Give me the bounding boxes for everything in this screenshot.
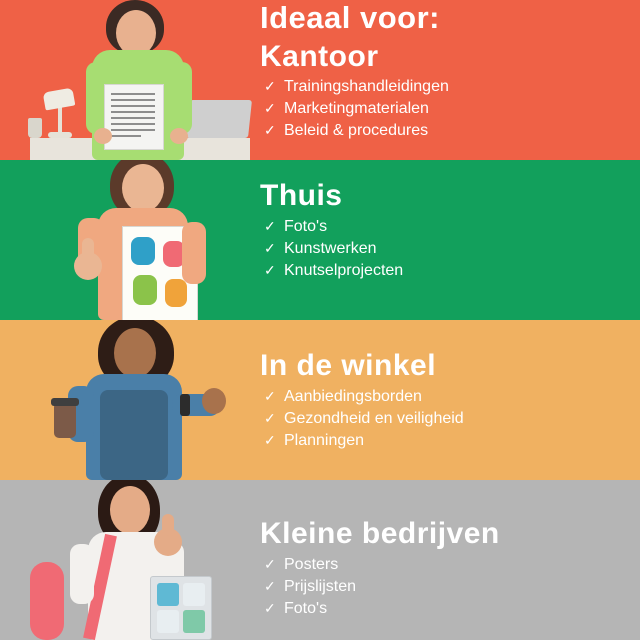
- check-icon: ✓: [264, 431, 276, 448]
- thumb-shape: [162, 514, 174, 536]
- lamp-stem-shape: [58, 106, 62, 134]
- winkel-text: [250, 320, 640, 452]
- section-thuis: [0, 160, 640, 320]
- check-icon: ✓: [264, 78, 276, 95]
- bullet-text: Foto's: [284, 217, 328, 235]
- list-item: [264, 576, 640, 598]
- list-item: [264, 430, 640, 452]
- coffee-lid-icon: [51, 398, 79, 406]
- kantoor-photo: [0, 0, 250, 160]
- pointing-hand-icon: [202, 388, 226, 414]
- heading-thuis: Thuis: [260, 179, 343, 212]
- section-kleine-bedrijven: [0, 480, 640, 640]
- doc-line: [111, 111, 155, 113]
- check-icon: ✓: [264, 122, 276, 139]
- person-shop: [52, 320, 222, 480]
- handprint-icon: [165, 279, 187, 307]
- thuis-photo: [0, 160, 250, 320]
- check-icon: ✓: [264, 409, 276, 426]
- print-swatch: [157, 583, 179, 606]
- check-icon: ✓: [264, 217, 276, 234]
- list-item: [264, 408, 640, 430]
- thuis-text: [250, 160, 640, 282]
- list-item: [264, 98, 640, 120]
- head-shape: [122, 164, 164, 212]
- heading-kantoor: Kantoor: [260, 39, 379, 73]
- kantoor-text: [250, 0, 640, 142]
- doc-line: [111, 105, 155, 107]
- bullet-text: Planningen: [284, 431, 365, 449]
- doc-line: [111, 117, 155, 119]
- check-icon: ✓: [264, 599, 276, 616]
- bullets-thuis: [264, 216, 640, 282]
- doc-line: [111, 99, 155, 101]
- coffee-cup-icon: [54, 404, 76, 438]
- winkel-photo: [0, 320, 250, 480]
- doc-line: [111, 93, 155, 95]
- bag-print-grid: [151, 577, 211, 639]
- hand-shape: [170, 128, 188, 144]
- lamp-shade-shape: [43, 88, 76, 111]
- arm-left-shape: [70, 544, 94, 604]
- check-icon: ✓: [264, 261, 276, 278]
- watch-icon: [180, 394, 190, 416]
- bullet-text: Posters: [284, 555, 339, 573]
- print-swatch: [183, 610, 205, 633]
- handprint-icon: [131, 237, 155, 265]
- bedrijven-text: [250, 480, 640, 620]
- heading-kleine-bedrijven: Kleine bedrijven: [260, 517, 500, 550]
- head-shape: [114, 328, 156, 378]
- handprint-icon: [133, 275, 157, 305]
- list-item: [264, 216, 640, 238]
- list-item: [264, 238, 640, 260]
- print-swatch: [157, 610, 179, 633]
- desk-cup-icon: [28, 118, 42, 138]
- tote-bag-shape: [150, 576, 212, 640]
- bullets-kantoor: [264, 76, 640, 142]
- page-title: Ideaal voor:: [260, 0, 440, 35]
- bedrijven-photo: [0, 480, 250, 640]
- heading-in-de-winkel: In de winkel: [260, 349, 437, 382]
- check-icon: ✓: [264, 555, 276, 572]
- printed-document: [104, 84, 164, 150]
- list-item: [264, 76, 640, 98]
- list-item: [264, 386, 640, 408]
- bullets-in-de-winkel: [264, 386, 640, 452]
- list-item: [264, 598, 640, 620]
- arm-right-shape: [170, 62, 192, 134]
- bullets-kleine-bedrijven: [264, 554, 640, 620]
- bullet-text: Beleid & procedures: [284, 122, 429, 140]
- bullet-text: Foto's: [284, 599, 328, 617]
- section-kantoor: [0, 0, 640, 160]
- doc-line: [111, 123, 155, 125]
- bullet-text: Gezondheid en veiligheid: [284, 409, 464, 427]
- check-icon: ✓: [264, 387, 276, 404]
- bullet-text: Prijslijsten: [284, 577, 357, 595]
- section-in-de-winkel: [0, 320, 640, 480]
- check-icon: ✓: [264, 100, 276, 117]
- bullet-text: Aanbiedingsborden: [284, 387, 422, 405]
- bullet-text: Kunstwerken: [284, 239, 377, 257]
- list-item: [264, 554, 640, 576]
- hand-shape: [94, 128, 112, 144]
- bullet-text: Knutselprojecten: [284, 261, 404, 279]
- print-swatch: [183, 583, 205, 606]
- check-icon: ✓: [264, 577, 276, 594]
- person-girl: [60, 160, 210, 320]
- person-office: [78, 0, 208, 160]
- apron-shape: [100, 390, 168, 480]
- list-item: [264, 120, 640, 142]
- person-business: [56, 480, 206, 640]
- bullet-text: Marketingmaterialen: [284, 100, 429, 118]
- thumb-shape: [82, 238, 94, 260]
- arm-right-shape: [182, 222, 206, 284]
- head-shape: [110, 486, 150, 534]
- check-icon: ✓: [264, 239, 276, 256]
- doc-line: [111, 135, 141, 137]
- bullet-text: Trainingshandleidingen: [284, 78, 449, 96]
- doc-line: [111, 129, 155, 131]
- list-item: [264, 260, 640, 282]
